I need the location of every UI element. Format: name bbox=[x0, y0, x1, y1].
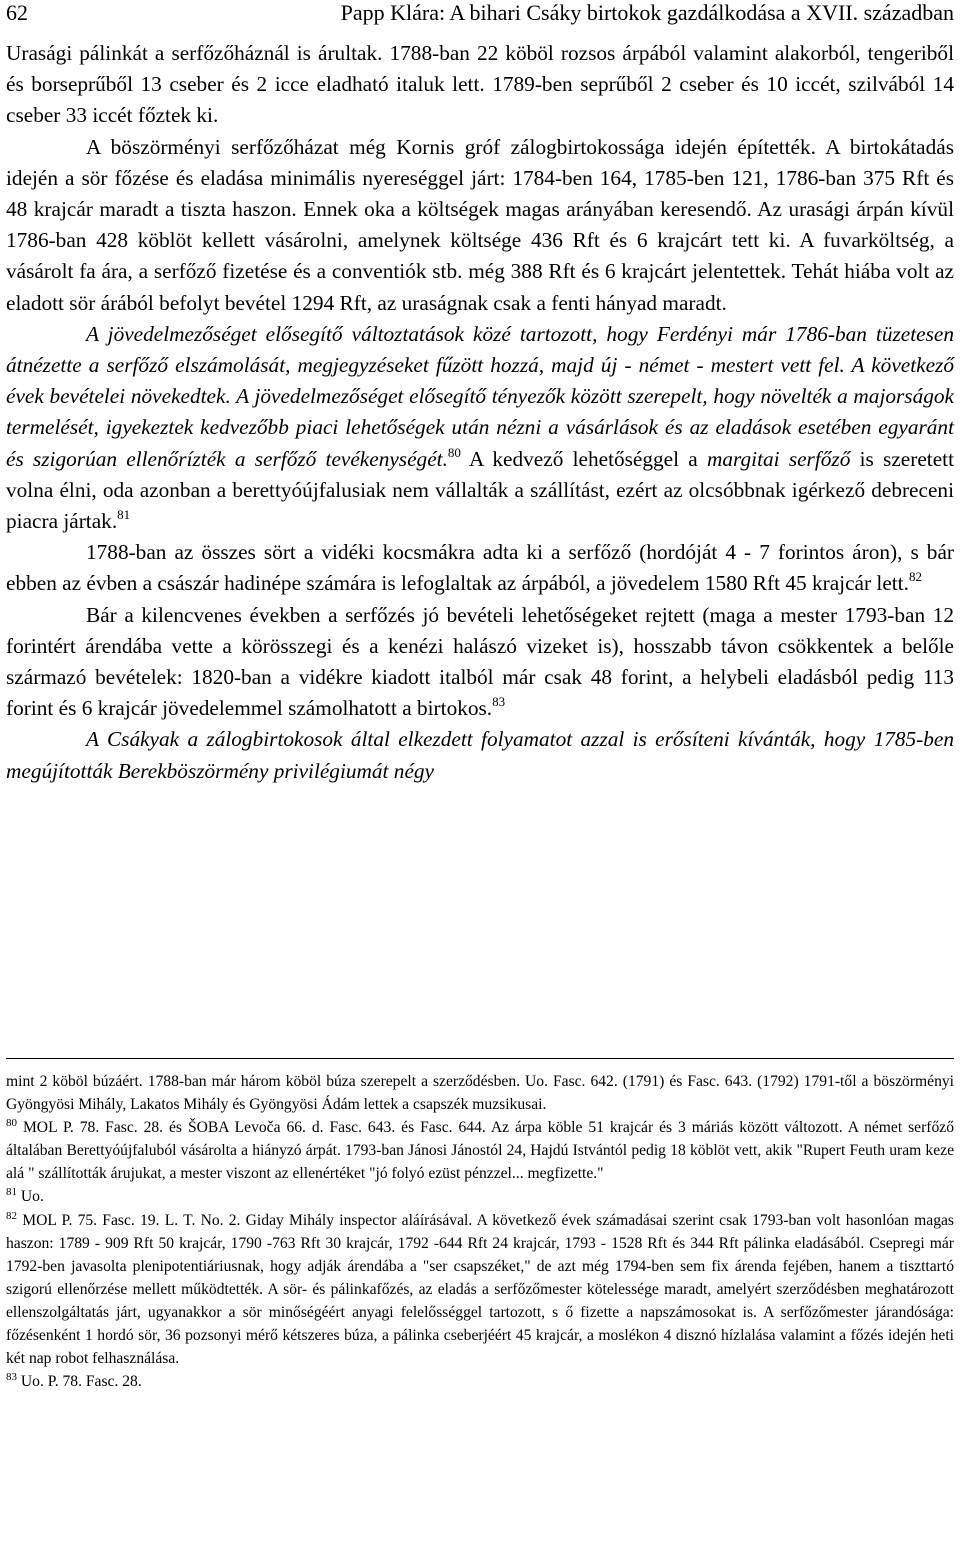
body-paragraph bbox=[6, 38, 954, 132]
body-paragraph bbox=[6, 537, 954, 599]
text-run: 1788-ban az összes sört a vidéki kocsmákra adta ki a serfőző (hordóját 4 - 7 forintos áron), s bár ebben az évben a császár hadinépe számára is lefoglaltak az árpából, a jövedelem 1580 Rft 45 krajcár lett. bbox=[6, 540, 954, 596]
body-paragraph bbox=[6, 319, 954, 537]
footnote bbox=[6, 1209, 954, 1371]
text-run: A böszörményi serfőzőházat még Kornis gróf zálogbirtokossága idején építették. A birtokátadás idején a sör főzése és eladása minimális nyereséggel járt: 1784-ben 164, 1785-ben 121, 1786-ban 375 Rft és 48 krajcár maradt a tiszta haszon. Ennek oka a költségek magas arányában keresendő. Az urasági árpán kívül 1786-ban 428 köblöt kellett vásárolni, amelynek költsége 436 Rft és 6 krajcárt tett ki. A fuvarköltség, a vásárolt fa ára, a serfőző fizetése és a conventiók stb. még 388 Rft és 6 krajcárt jelentettek. Tehát hiába volt az eladott sör árából befolyt bevétel 1294 Rft, az uraságnak csak a fenti hányad maradt. bbox=[6, 134, 954, 315]
footnote-ref: 83 bbox=[6, 1371, 17, 1384]
footnote bbox=[6, 1185, 954, 1208]
footnote-ref: 83 bbox=[492, 694, 506, 710]
footnote bbox=[6, 1070, 954, 1116]
body-paragraph bbox=[6, 600, 954, 725]
text-run: A kedvező lehetőséggel a bbox=[460, 446, 707, 471]
body-text bbox=[6, 38, 954, 787]
text-run: Uo. P. 78. Fasc. 28. bbox=[17, 1373, 142, 1391]
text-run: Urasági pálinkát a serfőzőháznál is árultak. 1788-ban 22 köböl rozsos árpából valamint alakorból, tengeriből és borseprűből 13 cseber és 2 icce eladható italuk lett. 1789-ben seprűből 2 cseber és 10 iccét, szilvából 14 cseber 33 iccét főztek ki. bbox=[6, 41, 954, 128]
text-run: Bár a kilencvenes években a serfőzés jó bevételi lehetőségeket rejtett (maga a mester 1793-ban 12 forintért árendába vette a körösszegi és a kenézi halászó vizeket is), hosszabb távon csökkentek a belőle származó bevételek: 1820-ban a vidékre kiadott italból már csak 48 forint, a helybeli eladásból pedig 113 forint és 6 krajcár jövedelemmel számolhatott a birtokos. bbox=[6, 602, 954, 721]
footnote-ref: 80 bbox=[447, 444, 461, 460]
footnotes bbox=[6, 1070, 954, 1393]
footnote-ref: 82 bbox=[908, 569, 922, 585]
running-title: Papp Klára: A bihari Csáky birtokok gazdálkodása a XVII. században bbox=[340, 0, 954, 25]
footnote bbox=[6, 1370, 954, 1393]
body-paragraph bbox=[6, 132, 954, 319]
footnote-ref: 82 bbox=[6, 1209, 17, 1222]
page-number: 62 bbox=[6, 0, 28, 25]
text-run: MOL P. 75. Fasc. 19. L. T. No. 2. Giday Mihály inspector aláírásával. A következő évek számadásai szerint csak 1793-ban volt hasonlóan magas haszon: 1789 - 909 Rft 50 krajcár, 1790 -763 Rft 30 krajcár, 1792 -644 Rft 24 krajcár, 1793 - 1528 Rft és 344 Rft pálinka eladásából. Csepregi már 1792-ben javasolta plenipotentiáriusnak, hogy adják árendába a "ser csapszéket," de azt még 1794-ben sem fix árenda fejében, hanem a tiszttartó szigorú ellenőrzése mellett működtették. A sör- és pálinkafőzés, az eladás a serfőzőmester kötelessége maradt, amelyért szerződésben meghatározott ellenszolgáltatás járt, ugyanakkor a sör minőségéért anyagi felelősséggel tartozott, s ő fizette a napszámosokat is. A serfőzőmester járandósága: főzésenként 1 hordó sör, 36 pozsonyi mérő kétszeres búza, a pálinka cseberjéért 45 krajcár, a moslékon 4 disznó hízlalása valamint a főzés idején heti két nap robot felhasználása. bbox=[6, 1211, 954, 1368]
document-page bbox=[6, 0, 954, 787]
footnote bbox=[6, 1116, 954, 1185]
running-header bbox=[6, 0, 954, 36]
italic-text: A jövedelmezőséget elősegítő változtatások közé tartozott, hogy Ferdényi már 1786-ban tüzetesen átnézette a serfőző elszámolását, megjegyzéseket fűzött hozzá, majd új - német - mestert vett fel. A következő évek bevételei növekedtek. A jövedelmezőséget elősegítő tényezők között szerepelt, hogy növelték a majorságok termelését, igyekeztek kedvezőbb piaci lehetőségek után nézni a vásárlások és az eladások esetében egyaránt és szigorúan ellenőrízték a serfőző tevékenységét. bbox=[6, 321, 954, 471]
footnote-ref: 81 bbox=[117, 507, 131, 523]
text-run: MOL P. 78. Fasc. 28. és ŠOBA Levoča 66. d. Fasc. 643. és Fasc. 644. Az árpa köble 51 krajcár és 3 máriás között változott. A német serfőző általában Berettyóújfaluból vásárolta a hiányzó árpát. 1793-ban Jánosi Jánostól 24, Hajdú Istvántól pedig 18 köblöt vett, akik "Rupert Feuth uram keze alá " szállították árujukat, a mester viszont az ellenértéket "jó folyó ezüst pénzzel... megfizette." bbox=[6, 1119, 954, 1183]
footnote-separator bbox=[6, 1058, 954, 1059]
footnote-ref: 81 bbox=[6, 1186, 17, 1199]
text-run: Uo. bbox=[17, 1188, 44, 1206]
body-paragraph bbox=[6, 724, 954, 786]
italic-text: margitai serfőző bbox=[707, 446, 851, 471]
italic-text: A Csákyak a zálogbirtokosok által elkezdett folyamatot azzal is erősíteni kívánták, hogy 1785-ben megújították Berekböszörmény privilégiumát négy bbox=[6, 727, 954, 783]
text-run: mint 2 köböl búzáért. 1788-ban már három köböl búza szerepelt a szerződésben. Uo. Fasc. 642. (1791) és Fasc. 643. (1792) 1791-től a böszörményi Gyöngyösi Mihály, Lakatos Mihály és Gyöngyösi Ádám lettek a csapszék muzsikusai. bbox=[6, 1073, 954, 1114]
text-run: is szeretett volna élni, oda azonban a berettyóújfalusiak nem vállalták a szállítást, ezért az olcsóbbnak igérkező debreceni piacra jártak. bbox=[6, 446, 954, 534]
footnote-ref: 80 bbox=[6, 1117, 17, 1130]
